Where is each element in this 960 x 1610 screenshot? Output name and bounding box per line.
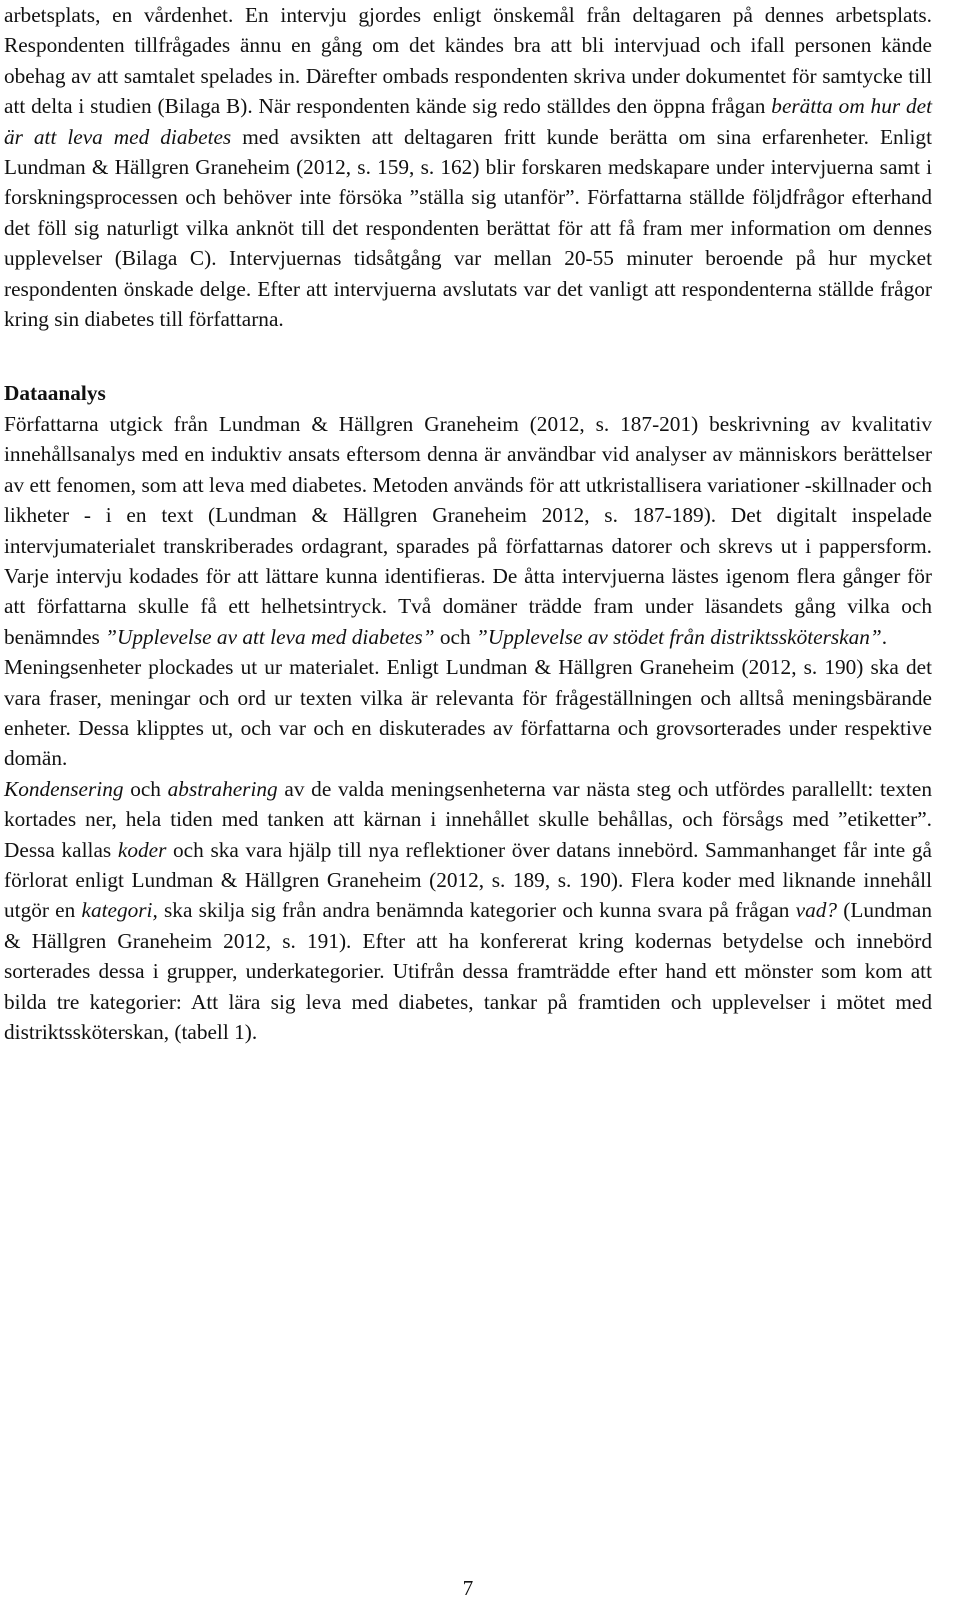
italic-domain-2: ”Upplevelse av stödet från distriktssköterskan” [475,624,882,649]
italic-domain-1: ”Upplevelse av att leva med diabetes” [105,624,435,649]
italic-term: kategori, [81,898,158,923]
section-heading-dataanalys: Dataanalys [4,381,106,406]
italic-term: vad? [795,898,838,923]
text-run: Författarna utgick från Lundman & Hällgren Graneheim (2012, s. 187-201) beskrivning av kvalitativ innehållsanalys med en induktiv ansats eftersom denna är användbar vid analyser av människors berättelser av ett fenomen, som att leva med diabetes. Metoden används för att utkristallisera variationer -skillnader och likheter - i en text (Lundman & Hällgren Graneheim 2012, s. 187-189). Det digitalt inspelade intervjumaterialet transkriberades ordagrant, sparades på författarnas datorer och skrevs ut i pappersform. Varje intervju kodades för att lättare kunna identifieras. De åtta intervjuerna lästes igenom flera gånger för att författarna skulle få ett helhetsintryck. Två domäner trädde fram under läsandets gång vilka och benämndes [4,411,932,649]
paragraph-interview-procedure [4,0,932,334]
paragraph-condensation [4,774,932,1048]
italic-term: koder [117,837,167,862]
text-run: (Lundman & Hällgren Graneheim 2012, s. 191). Efter att ha konfererat kring kodernas betydelse och innebörd sorterades dessa i grupper, underkategorier. Utifrån dessa framträdde efter hand ett mönster som kom att bilda tre kategorier: Att lära sig leva med diabetes, tankar på framtiden och upplevelser i mötet med distriktssköterskan, (tabell 1). [4,898,932,1044]
italic-term: abstrahering [167,776,278,801]
document-page [4,0,932,1047]
italic-term: Kondensering [4,776,124,801]
paragraph-analysis-method [4,409,932,652]
text-run: ska skilja sig från andra benämnda kategorier och kunna svara på frågan [157,898,796,923]
text-run: av de valda meningsenheterna var nästa steg och utfördes parallellt: texten kortades ner, hela tiden med tanken att kärnan i innehållet skulle behållas, och försågs med ”etiketter”. Dessa kallas [4,776,932,862]
paragraph-meaning-units: Meningsenheter plockades ut ur materialet. Enligt Lundman & Hällgren Graneheim (2012, s. 190) ska det vara fraser, meningar och ord ur texten vilka är relevanta för frågeställningen och alltså meningsbärande enheter. Dessa klipptes ut, och var och en diskuterades av författarna och grovsorterades under respektive domän. [4,655,932,771]
page-number: 7 [462,1576,474,1600]
text-run: och [434,624,476,649]
text-run: . [881,624,888,649]
italic-question: berätta om hur det är att leva med diabetes [4,94,933,149]
text-run: med avsikten att deltagaren fritt kunde berätta om sina erfarenheter. Enligt Lundman & Hällgren Graneheim (2012, s. 159, s. 162) blir forskaren medskapare under intervjuerna samt i forskningsprocessen och behöver inte försöka ”ställa sig utanför”. Författarna ställde följdfrågor efterhand det föll sig naturligt vilka anknöt till det respondenten berättat för att få fram mer information om dennes upplevelser (Bilaga C). Intervjuernas tidsåtgång var mellan 20-55 minuter beroende på hur mycket respondenten önskade delge. Efter att intervjuerna avslutats var det vanligt att respondenterna ställde frågor kring sin diabetes till författarna. [4,124,932,332]
text-run: och ska vara hjälp till nya reflektioner över datans innebörd. Sammanhanget får inte gå förlorat enligt Lundman & Hällgren Graneheim (2012, s. 189, s. 190). Flera koder med liknande innehåll utgör en [4,837,933,923]
text-run: arbetsplats, en vårdenhet. En intervju gjordes enligt önskemål från deltagaren på dennes arbetsplats. Respondenten tillfrågades ännu en gång om det kändes bra att bli intervjuad och ifall personen kände obehag av att samtalet spelades in. Därefter ombads respondenten skriva under dokumentet för samtycke till att delta i studien (Bilaga B). När respondenten kände sig redo ställdes den öppna frågan [4,3,932,119]
text-run: och [123,776,168,801]
